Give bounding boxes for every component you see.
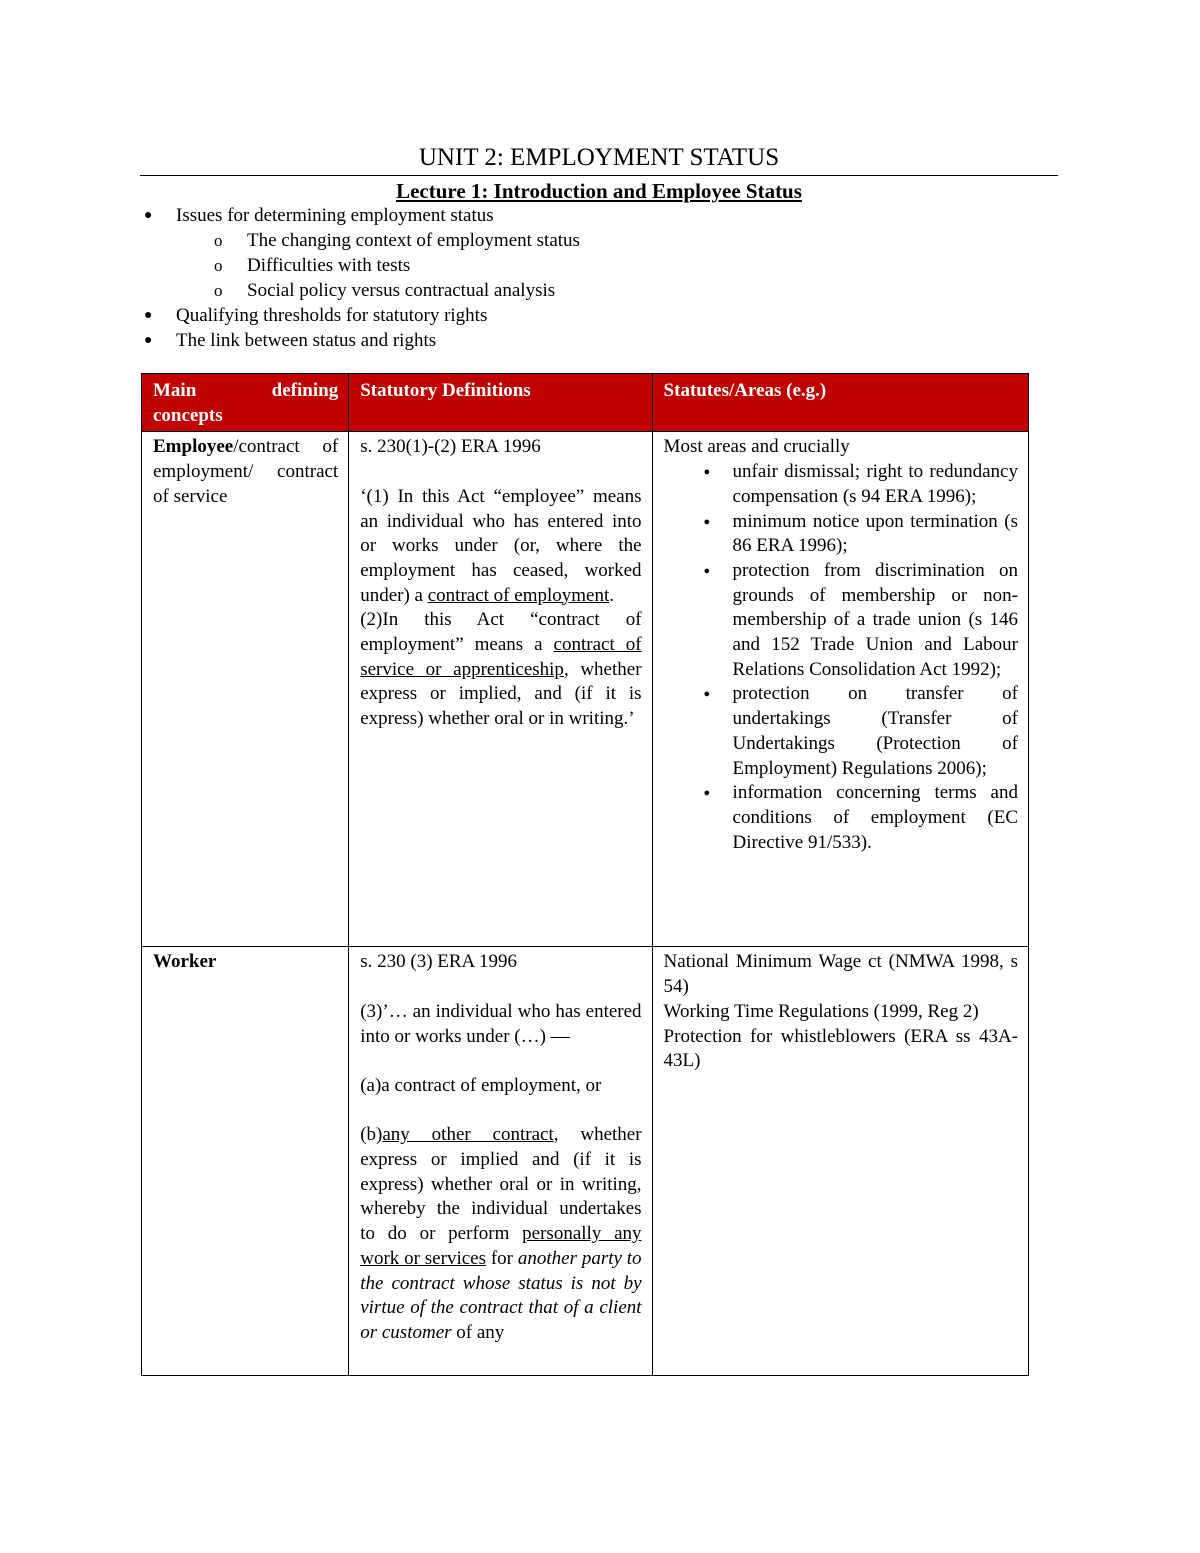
worker-areas-cell <box>652 947 1028 1376</box>
list-item: ● protection from discrimination on grounds of membership or non-membership of a trade union (s 146 and 152 Trade Union and Labour Relations Consolidation Act 1992); <box>664 559 1018 683</box>
bullet-icon: ● <box>144 308 153 323</box>
topic-outline <box>140 203 1058 353</box>
table-row-worker <box>142 947 1029 1376</box>
header-definitions: Statutory Definitions <box>349 374 652 432</box>
list-item: ● unfair dismissal; right to redundancy compensation (s 94 ERA 1996); <box>664 460 1018 509</box>
list-item: ● protection on transfer of undertakings (Transfer of Undertakings (Protection of Employment) Regulations 2006); <box>664 682 1018 781</box>
employee-def-para-2: (2)In this Act “contract of employment” means a contract of service or apprenticeship, whether express or implied, and (if it is express) whether oral or in writing.’ <box>360 609 642 730</box>
outline-subitem <box>140 278 1058 303</box>
employee-concept-cell <box>142 432 349 947</box>
outline-subitem <box>140 228 1058 253</box>
table-row-employee <box>142 432 1029 947</box>
outline-item <box>140 303 1058 328</box>
worker-area: Protection for whistleblowers (ERA ss 43A-43L) <box>663 1025 1018 1072</box>
header-concepts: Main defining concepts <box>142 374 349 432</box>
outline-subitem <box>140 253 1058 278</box>
outline-subitem-text: The changing context of employment status <box>247 230 580 251</box>
employee-term: Employee <box>153 436 234 458</box>
worker-area: National Minimum Wage ct (NMWA 1998, s 54) <box>663 951 1018 998</box>
outline-item-text: Qualifying thresholds for statutory rights <box>176 305 488 326</box>
worker-source: s. 230 (3) ERA 1996 <box>360 951 517 973</box>
employee-term-rest: /contract of employment/ contract of service <box>153 436 339 507</box>
worker-def-para-2: (a)a contract of employment, or <box>360 1074 602 1096</box>
worker-definition-cell <box>349 947 652 1376</box>
sub-bullet-icon: o <box>214 281 223 300</box>
definitions-table <box>141 373 1029 1376</box>
bullet-icon: ● <box>144 208 153 223</box>
lecture-title: Lecture 1: Introduction and Employee Status <box>396 179 802 203</box>
employee-definition-cell <box>349 432 652 947</box>
outline-subitem-text: Difficulties with tests <box>247 255 411 276</box>
bullet-icon: ● <box>144 333 153 348</box>
table-header-row <box>142 374 1029 432</box>
employee-def-para-1: ‘(1) In this Act “employee” means an individual who has entered into or works under (or, where the employment has ceased, worked under) a contract of employment. <box>360 485 642 606</box>
employee-areas-cell <box>652 432 1028 947</box>
outline-item-text: The link between status and rights <box>176 330 437 351</box>
worker-def-para-1: (3)’… an individual who has entered into or works under (…) — <box>360 1000 642 1047</box>
employee-areas-list <box>664 460 1018 855</box>
list-item: ● minimum notice upon termination (s 86 ERA 1996); <box>664 510 1018 559</box>
outline-item-text: Issues for determining employment status <box>176 205 494 226</box>
outline-item <box>140 203 1058 228</box>
worker-def-para-3: (b)any other contract, whether express or implied and (if it is express) whether oral or in writing, whereby the individual undertakes to do or perform personally any work or services for another party to the contract whose status is not by virtue of the contract that of a client or customer of any <box>360 1124 642 1343</box>
outline-item <box>140 328 1058 353</box>
worker-concept-cell: Worker <box>142 947 349 1376</box>
employee-source: s. 230(1)-(2) ERA 1996 <box>360 436 541 458</box>
employee-areas-intro: Most areas and crucially <box>663 436 850 458</box>
list-item: ● information concerning terms and conditions of employment (EC Directive 91/533). <box>664 781 1018 855</box>
worker-area: Working Time Regulations (1999, Reg 2) <box>663 1000 979 1022</box>
header-statutes: Statutes/Areas (e.g.) <box>652 374 1028 432</box>
sub-bullet-icon: o <box>214 256 223 275</box>
unit-title: UNIT 2: EMPLOYMENT STATUS <box>418 144 780 171</box>
title-divider <box>140 175 1058 176</box>
outline-subitem-text: Social policy versus contractual analysis <box>247 280 556 301</box>
sub-bullet-icon: o <box>214 231 223 250</box>
